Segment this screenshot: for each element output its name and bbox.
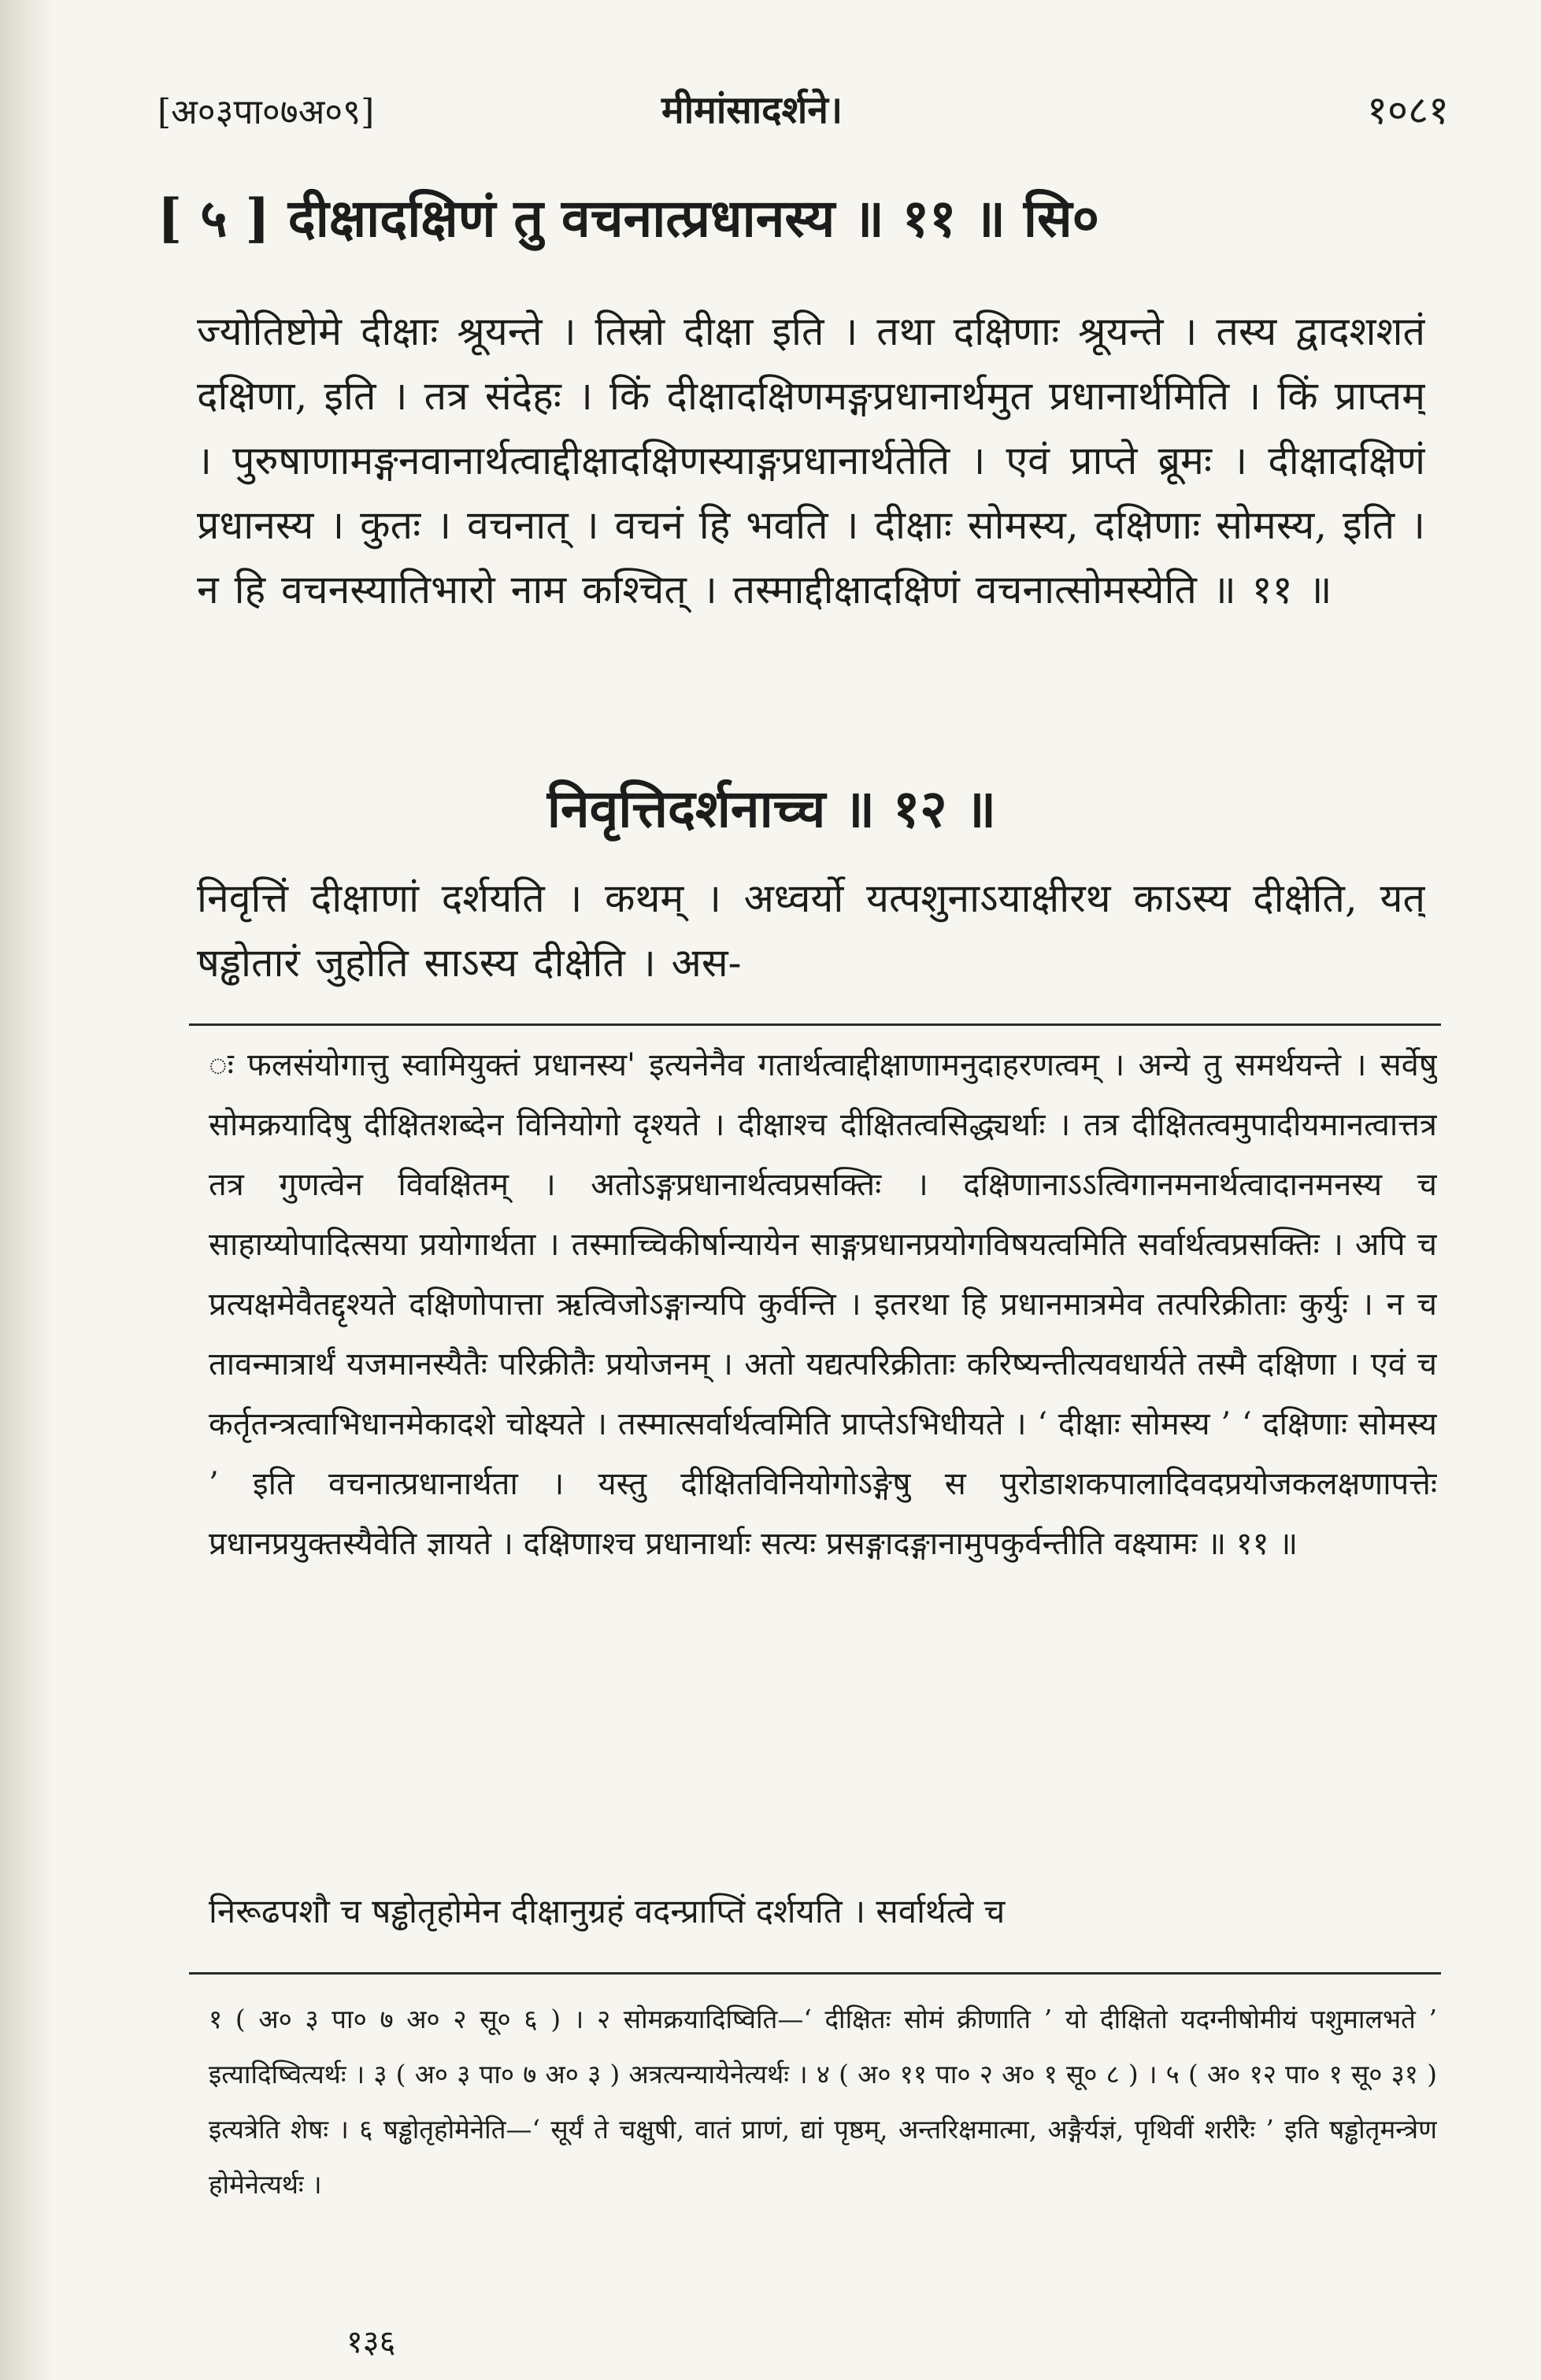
running-title: मीमांसादर्शने। (661, 88, 843, 132)
section-divider (189, 1023, 1441, 1026)
commentary-paragraph-1: ः फलसंयोगात्तु स्वामियुक्तं प्रधानस्य' इत्यनेनैव गतार्थत्वाद्दीक्षाणामनुदाहरणत्वम् । अन्ये तु समर्थयन्ते । सर्वेषु सोमक्रयादिषु दीक्षितशब्देन विनियोगो दृश्यते । दीक्षाश्च दीक्षितत्वसिद्ध्यर्थाः । तत्र दीक्षितत्वमुपादीयमानत्वात्तत्र तत्र गुणत्वेन विवक्षितम् । अतोऽङ्गप्रधानार्थत्वप्रसक्तिः । दक्षिणानाऽऽत्विगानमनार्थत्वादानमनस्य च साहाय्योपादित्सया प्रयोगार्थता । तस्माच्चिकीर्षान्यायेन साङ्गप्रधानप्रयोगविषयत्वमिति सर्वार्थत्वप्रसक्तिः । अपि च प्रत्यक्षमेवैतद्दृश्यते दक्षिणोपात्ता ऋत्विजोऽङ्गान्यपि कुर्वन्ति । इतरथा हि प्रधानमात्रमेव तत्परिक्रीताः कुर्युः । न च तावन्मात्रार्थं यजमानस्यैतैः परिक्रीतैः प्रयोजनम् । अतो यद्यत्परिक्रीताः करिष्यन्तीत्यवधार्यते तस्मै दक्षिणा । एवं च कर्तृतन्त्रत्वाभिधानमेकादशे चोक्ष्यते । तस्मात्सर्वार्थत्वमिति प्राप्तेऽभिधीयते । ‘ दीक्षाः सोमस्य ’ ‘ दक्षिणाः सोमस्य ’ इति वचनात्प्रधानार्थता । यस्तु दीक्षितविनियोगोऽङ्गेषु स पुरोडाशकपालादिवदप्रयोजकलक्षणापत्तेः प्रधानप्रयुक्तस्यैवेति ज्ञायते । दक्षिणाश्च प्रधानार्थाः सत्यः प्रसङ्गादङ्गानामुपकुर्वन्तीति वक्ष्यामः ॥ ११ ॥ (209, 1047, 1437, 1562)
scan-edge-shadow (0, 0, 55, 2380)
commentary-paragraph-2: निरूढपशौ च षड्ढोतृहोमेन दीक्षानुग्रहं वदन्प्राप्तिं दर्शयति । सर्वार्थत्वे च (209, 1892, 1006, 1930)
printer-signature: १३६ (346, 2324, 396, 2360)
page-header (157, 79, 1449, 134)
footnotes: १ ( अ० ३ पा० ७ अ० २ सू० ६ ) । २ सोमक्रयादिष्विति—‘ दीक्षितः सोमं क्रीणाति ’ यो दीक्षितो यदग्नीषोमीयं पशुमालभते ’ इत्यादिष्वित्यर्थः । ३ ( अ० ३ पा० ७ अ० ३ ) अत्रत्यन्यायेनेत्यर्थः । ४ ( अ० ११ पा० २ अ० १ सू० ८ ) । ५ ( अ० १२ पा० १ सू० ३१ ) इत्यत्रेति शेषः । ६ षड्ढोतृहोमेनेति—‘ सूर्यं ते चक्षुषी, वातं प्राणं, द्यां पृष्ठम्, अन्तरिक्षमात्मा, अङ्गैर्यज्ञं, पृथिवीं शरीरैः ’ इति षड्ढोतृमन्त्रेण होमेनेत्यर्थः । (209, 2004, 1437, 2200)
bhashya-paragraph-2: निवृत्तिं दीक्षाणां दर्शयति । कथम् । अध्वर्यो यत्पशुनाऽयाक्षीरथ काऽस्य दीक्षेति, यत् षड्ढोतारं जुहोति साऽस्य दीक्षेति । अस- (197, 875, 1425, 986)
bhashya-paragraph-1: ज्योतिष्टोमे दीक्षाः श्रूयन्ते । तिस्रो दीक्षा इति । तथा दक्षिणाः श्रूयन्ते । तस्य द्वादशशतं दक्षिणा, इति । तत्र संदेहः । किं दीक्षादक्षिणमङ्गप्रधानार्थमुत प्रधानार्थमिति । किं प्राप्तम् । पुरुषाणामङ्गनवानार्थत्वाद्दीक्षादक्षिणस्याङ्गप्रधानार्थतेति । एवं प्राप्ते ब्रूमः । दीक्षादक्षिणं प्रधानस्य । कुतः । वचनात् । वचनं हि भवति । दीक्षाः सोमस्य, दक्षिणाः सोमस्य, इति । न हि वचनस्यातिभारो नाम कश्चित् । तस्माद्दीक्षादक्षिणं वचनात्सोमस्येति ॥ ११ ॥ (197, 309, 1425, 613)
sutra-heading-12: निवृत्तिदर्शनाच्च ॥ १२ ॥ (546, 778, 997, 839)
footnote-divider (189, 1972, 1441, 1975)
sutra-heading-11: [ ५ ] दीक्षादक्षिणं तु वचनात्प्रधानस्य ॥ ११ ॥ सि० (157, 187, 1099, 249)
chapter-reference: [अ०३पा०७अ०९] (157, 92, 375, 132)
page-number: १०८१ (1367, 87, 1449, 133)
